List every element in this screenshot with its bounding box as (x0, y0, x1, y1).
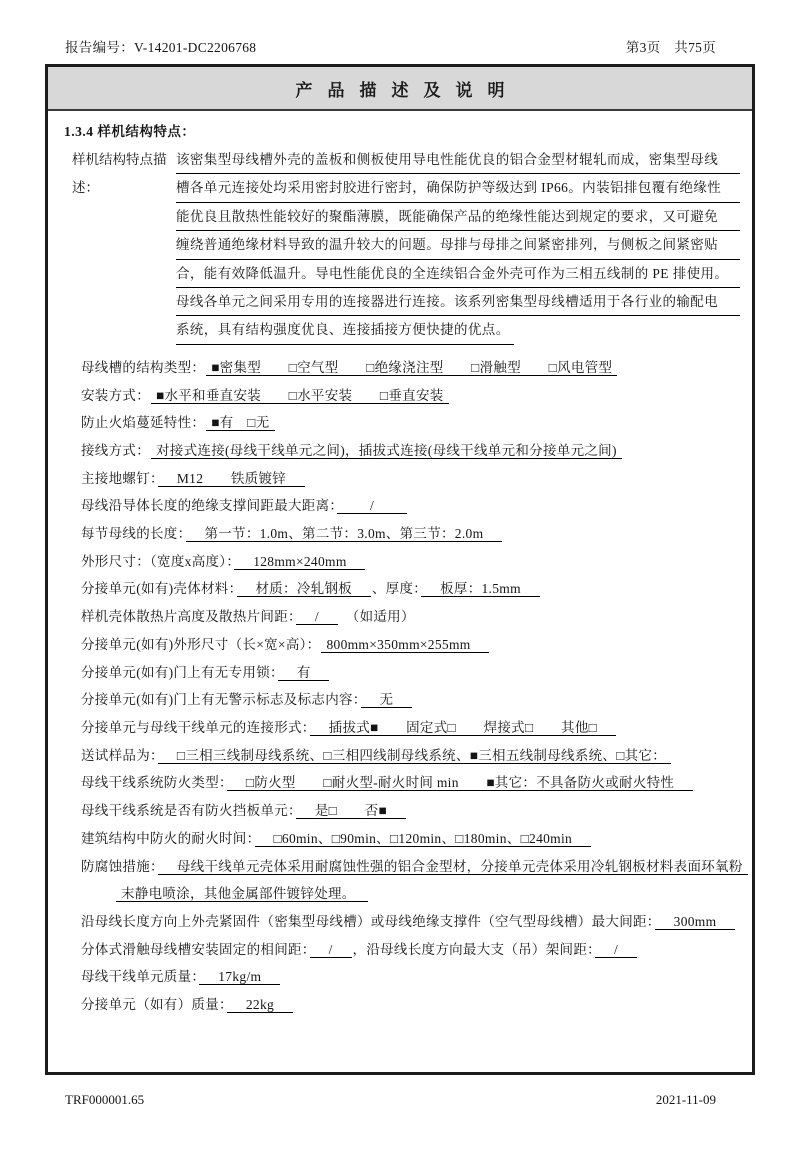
form-row (80, 382, 740, 410)
form-row (80, 963, 740, 991)
field-label: （如适用） (338, 609, 415, 625)
description-line: 系统，具有结构强度优良、连接插接方便快捷的优点。 (176, 316, 514, 344)
form-row (80, 548, 740, 576)
field-value: 对接式连接(母线干线单元之间)，插拔式连接(母线干线单元和分接单元之间) (151, 443, 622, 459)
form-row (80, 825, 740, 853)
page-footer (65, 1092, 716, 1108)
field-value: 是□ 否■ (296, 803, 406, 819)
field-value: 300mm (655, 914, 735, 930)
document-title: 产品描述及说明 (295, 80, 520, 100)
form-row (80, 686, 740, 714)
field-value: 800mm×350mm×255mm (321, 637, 489, 653)
form-rows (64, 354, 743, 1019)
form-row (116, 880, 740, 908)
form-row (80, 769, 740, 797)
field-label: 分接单元(如有)门上有无警示标志及标志内容： (81, 692, 360, 708)
field-label: 母线干线系统是否有防火挡板单元： (81, 803, 296, 819)
field-value: 第一节：1.0m、第二节：3.0m、第三节：2.0m (186, 526, 503, 542)
field-label: 送试样品为： (81, 747, 158, 763)
field-label: 分接单元(如有)外形尺寸（长×宽×高）： (81, 636, 321, 652)
field-label: 分接单元与母线干线单元的连接形式： (81, 719, 309, 735)
form-row (80, 492, 740, 520)
field-value: 插拔式■ 固定式□ 焊接式□ 其他□ (310, 720, 616, 736)
form-row (80, 520, 740, 548)
field-label: 分接单元(如有)壳体材料： (81, 581, 236, 597)
description-line: 缠绕普通绝缘材料导致的温升较大的问题。母排与母排之间紧密排列，与侧板之间紧密贴 (176, 231, 740, 259)
footer-date: 2021-11-09 (655, 1092, 716, 1107)
field-value: 有 (278, 665, 329, 681)
field-value: 板厚：1.5mm (421, 581, 539, 597)
field-value: 22kg (227, 997, 293, 1013)
form-row (80, 853, 743, 881)
description-line: 该密集型母线槽外壳的盖板和侧板使用导电性能优良的铝合金型材辊轧而成，密集型母线 (176, 146, 740, 174)
field-value: □60min、□90min、□120min、□180min、□240min (255, 831, 591, 847)
description-line: 能优良且散热性能较好的聚酯薄膜，既能确保产品的绝缘性能达到规定的要求，又可避免 (176, 203, 740, 231)
field-label: 每节母线的长度： (81, 526, 185, 542)
section-heading: 1.3.4 样机结构特点： (64, 124, 196, 139)
field-label: 母线干线单元质量： (81, 969, 199, 985)
form-row (80, 354, 740, 382)
field-label: 防止火焰蔓延特性： (81, 415, 206, 431)
field-value: / (296, 609, 338, 625)
field-value: 材质：冷轧钢板 (237, 581, 371, 597)
description-block (72, 146, 740, 349)
field-value: / (310, 942, 352, 958)
form-row (80, 742, 740, 770)
description-line: 槽各单元连接处均采用密封胶进行密封，确保防护等级达到 IP66。内装铝排包覆有绝缘性 (176, 174, 740, 202)
footer-doc-code: TRF000001.65 (65, 1092, 145, 1107)
form-row (80, 409, 740, 437)
field-label: 、厚度： (371, 581, 421, 597)
field-value: 母线干线单元壳体采用耐腐蚀性强的铝合金型材，分接单元壳体采用冷轧钢板材料表面环氧粉 (158, 859, 748, 875)
form-row (80, 714, 740, 742)
field-value: 128mm×240mm (234, 554, 365, 570)
field-label: 分接单元（如有）质量： (81, 997, 227, 1013)
field-label: 外形尺寸：（宽度x高度）： (81, 553, 234, 569)
field-value: 17kg/m (199, 969, 280, 985)
form-row (80, 603, 740, 631)
field-label: ，沿母线长度方向最大支（吊）架间距： (352, 941, 595, 957)
field-label: 主接地螺钉： (81, 470, 158, 486)
field-label: 安装方式： (81, 387, 150, 403)
field-label: 母线槽的结构类型： (81, 359, 206, 375)
form-row (80, 936, 740, 964)
field-value: □三相三线制母线系统、□三相四线制母线系统、■三相五线制母线系统、□其它： (158, 748, 671, 764)
field-label: 分体式滑触母线槽安装固定的相间距： (81, 941, 309, 957)
field-value: 无 (361, 692, 412, 708)
field-value: M12 铁质镀锌 (158, 471, 305, 487)
field-value: ■水平和垂直安装 □水平安装 □垂直安装 (151, 388, 449, 404)
field-label: 分接单元(如有)门上有无专用锁： (81, 664, 278, 680)
description-label: 样机结构特点描述： (72, 152, 167, 195)
field-value: / (595, 942, 637, 958)
form-row (80, 631, 740, 659)
field-label: 建筑结构中防火的耐火时间： (81, 830, 254, 846)
page-indicator: 第3页 共75页 (625, 40, 716, 55)
description-text (176, 146, 740, 349)
field-label: 母线沿导体长度的绝缘支撑间距最大距离： (81, 498, 337, 514)
field-label: 样机壳体散热片高度及散热片间距： (81, 609, 296, 625)
field-value: ■有 □无 (206, 415, 274, 431)
title-bar (48, 67, 752, 111)
report-number: 报告编号：V-14201-DC2206768 (65, 40, 257, 55)
field-value: □防火型 □耐火型-耐火时间 min ■其它：不具备防火或耐火特性 (227, 775, 693, 791)
page-header (65, 36, 716, 56)
form-row (80, 465, 740, 493)
document-body (48, 111, 752, 1019)
field-label: 母线干线系统防火类型： (81, 775, 227, 791)
field-value: / (337, 498, 406, 514)
field-label: 防腐蚀措施： (81, 858, 158, 874)
field-label: 接线方式： (81, 442, 150, 458)
form-row (80, 575, 740, 603)
document-frame (45, 64, 755, 1075)
description-line: 合，能有效降低温升。导电性能优良的全连续铝合金外壳可作为三相五线制的 PE 排使用。 (176, 260, 740, 288)
form-row (80, 991, 740, 1019)
field-value: ■密集型 □空气型 □绝缘浇注型 □滑触型 □风电管型 (206, 360, 617, 376)
form-row (80, 908, 740, 936)
form-row (80, 797, 740, 825)
field-label: 沿母线长度方向上外壳紧固件（密集型母线槽）或母线绝缘支撑件（空气型母线槽）最大间距： (81, 913, 654, 929)
document-page (0, 36, 800, 1108)
field-value: 末静电喷涂，其他金属部件镀锌处理。 (116, 886, 368, 902)
form-row (80, 659, 740, 687)
description-line: 母线各单元之间采用专用的连接器进行连接。该系列密集型母线槽适用于各行业的输配电 (176, 288, 740, 316)
form-row (80, 437, 740, 465)
